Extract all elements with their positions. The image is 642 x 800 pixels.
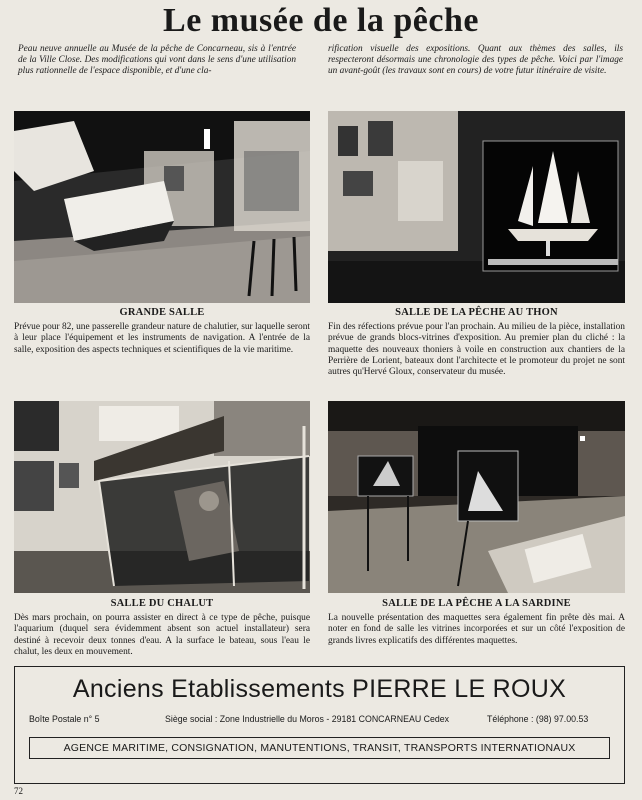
ad-services-box: AGENCE MARITIME, CONSIGNATION, MANUTENTIONS, TRANSIT, TRANSPORTS INTERNATIONAUX [29, 737, 610, 759]
caption-grande-salle: GRANDE SALLE [119, 307, 205, 318]
caption-salle-sardine: SALLE DE LA PÊCHE A LA SARDINE [382, 598, 571, 609]
ad-company-name: Anciens Etablissements PIERRE LE ROUX [72, 675, 567, 703]
text-grande-salle: Prévue pour 82, une passerelle grandeur nature de chalutier, sur laquelle seront à leur place l'équipement et les instruments de navigation. A l'entrée de la salle, exposition des aspects techniques et scientifiques de la vie maritime. [14, 322, 310, 355]
caption-salle-chalut: SALLE DU CHALUT [110, 598, 214, 609]
intro-left-column: Peau neuve annuelle au Musée de la pêche de Concarneau, sis à l'entrée de la Ville Close. Des modifications qui vont dans le sens d'une utilisation plus rationnelle de l'espace disponible, et d'une cla- [18, 44, 296, 77]
photo-salle-sardine [328, 401, 625, 593]
intro-right-column: rification visuelle des expositions. Quant aux thèmes des salles, ils respecteront désormais une chronologie des types de pêche. Voici par l'image un avant-goût (les travaux sont en cours) de votre futur itinéraire de visite. [328, 44, 623, 77]
page-number: 72 [14, 786, 23, 796]
text-salle-sardine: La nouvelle présentation des maquettes sera également fin prête dès mai. A noter en fond de salle les vitrines incorporées et sur un côté l'exposition de grands livres explicatifs des différentes maquettes. [328, 613, 625, 646]
ad-address: Siège social : Zone Industrielle du Moros - 29181 CONCARNEAU Cedex [165, 714, 450, 724]
ad-postal-box: Boîte Postale n° 5 [29, 714, 100, 724]
photo-grande-salle [14, 111, 310, 303]
advertisement-box [14, 666, 625, 784]
photo-salle-thon [328, 111, 625, 303]
photo-salle-chalut [14, 401, 310, 593]
ad-phone: Téléphone : (98) 97.00.53 [487, 714, 589, 724]
caption-salle-thon: SALLE DE LA PÊCHE AU THON [395, 307, 558, 318]
page-title: Le musée de la pêche [163, 2, 479, 39]
text-salle-chalut: Dès mars prochain, on pourra assister en direct à ce type de pêche, puisque l'aquarium (duquel sera évidemment absent son actuel installateur) sera destiné à recevoir deux tonnes d'eau. A la surface le bateau, sous l'eau le chalut, les deux en mouvement. [14, 613, 310, 657]
text-salle-thon: Fin des réfections prévue pour l'an prochain. Au milieu de la pièce, installation prévue de grands blocs-vitrines d'exposition. Au premier plan du cliché : la maquette des nouveaux thoniers à voile en construction aux chantiers de la Perrière de Lorient, bateaux dont l'architecte et le promoteur du projet ne sont autres qu'Hervé Gloux, conservateur du musée. [328, 322, 625, 378]
